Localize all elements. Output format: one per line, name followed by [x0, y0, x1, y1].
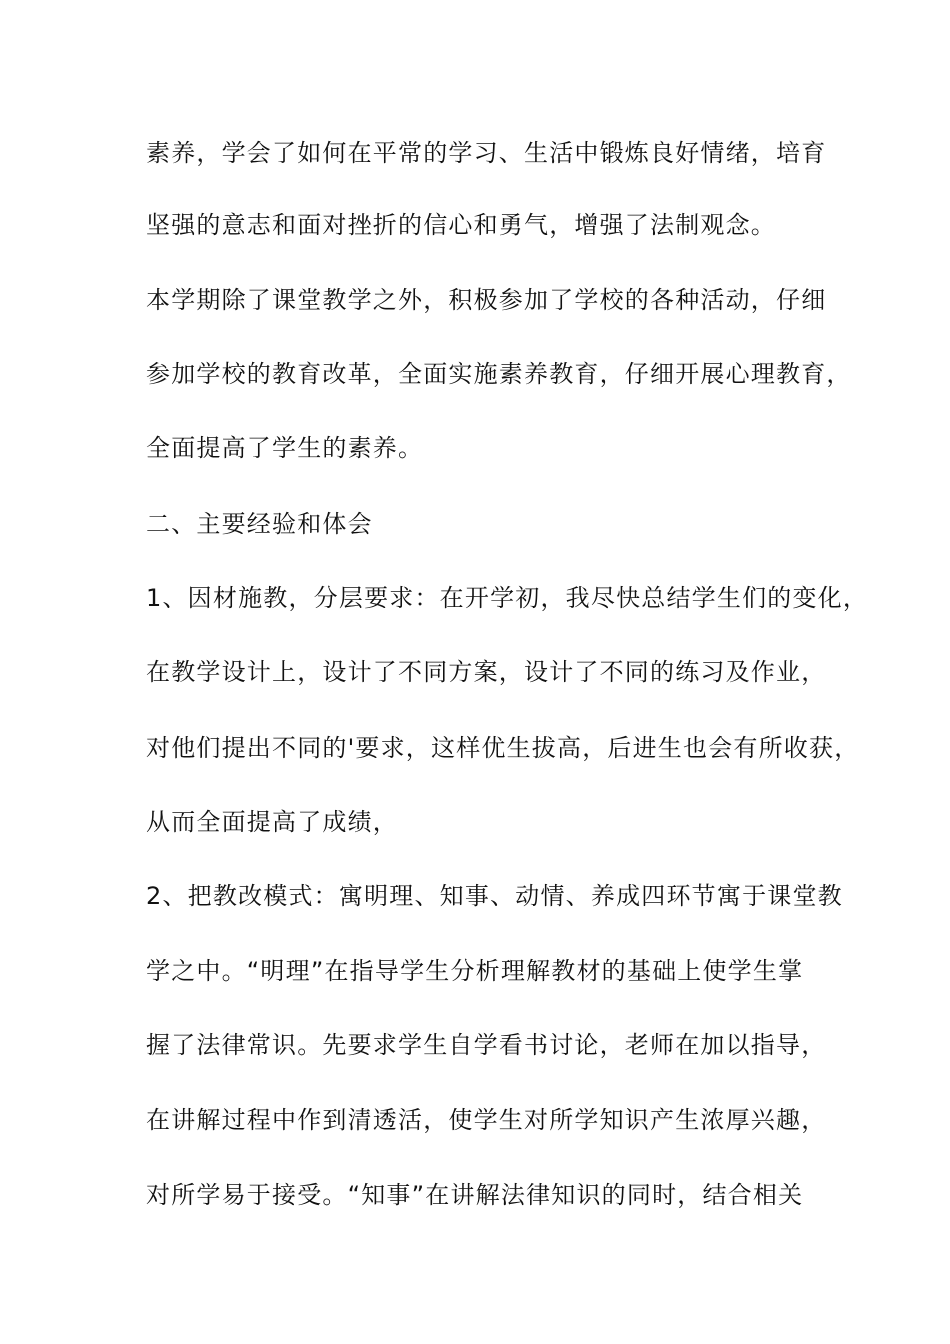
paragraph-line-15: 对所学易于接受。“知事”在讲解法律知识的同时，结合相关 [146, 1181, 804, 1209]
paragraph-line-14: 在讲解过程中作到清透活，使学生对所学知识产生浓厚兴趣， [146, 1106, 827, 1134]
paragraph-line-10: 从而全面提高了成绩， [146, 808, 398, 836]
paragraph-line-4: 参加学校的教育改革，全面实施素养教育，仔细开展心理教育， [146, 360, 852, 388]
paragraph-line-3: 本学期除了课堂教学之外，积极参加了学校的各种活动，仔细 [146, 286, 827, 314]
paragraph-line-9: 对他们提出不同的'要求，这样优生拔高，后进生也会有所收获， [146, 734, 860, 762]
paragraph-line-1: 素养，学会了如何在平常的学习、生活中锻炼良好情绪，培育 [146, 139, 827, 167]
paragraph-line-12: 学之中。“明理”在指导学生分析理解教材的基础上使学生掌 [146, 957, 804, 985]
paragraph-line-2: 坚强的意志和面对挫折的信心和勇气，增强了法制观念。 [146, 211, 776, 239]
paragraph-line-13: 握了法律常识。先要求学生自学看书讨论，老师在加以指导， [146, 1031, 827, 1059]
section-heading: 二、主要经验和体会 [146, 510, 373, 538]
paragraph-line-8: 在教学设计上，设计了不同方案，设计了不同的练习及作业， [146, 658, 827, 686]
paragraph-line-7: 1、因材施教，分层要求：在开学初，我尽快总结学生们的变化， [146, 584, 869, 612]
paragraph-line-11: 2、把教改模式：寓明理、知事、动情、养成四环节寓于课堂教 [146, 882, 843, 910]
paragraph-line-5: 全面提高了学生的素养。 [146, 434, 424, 462]
